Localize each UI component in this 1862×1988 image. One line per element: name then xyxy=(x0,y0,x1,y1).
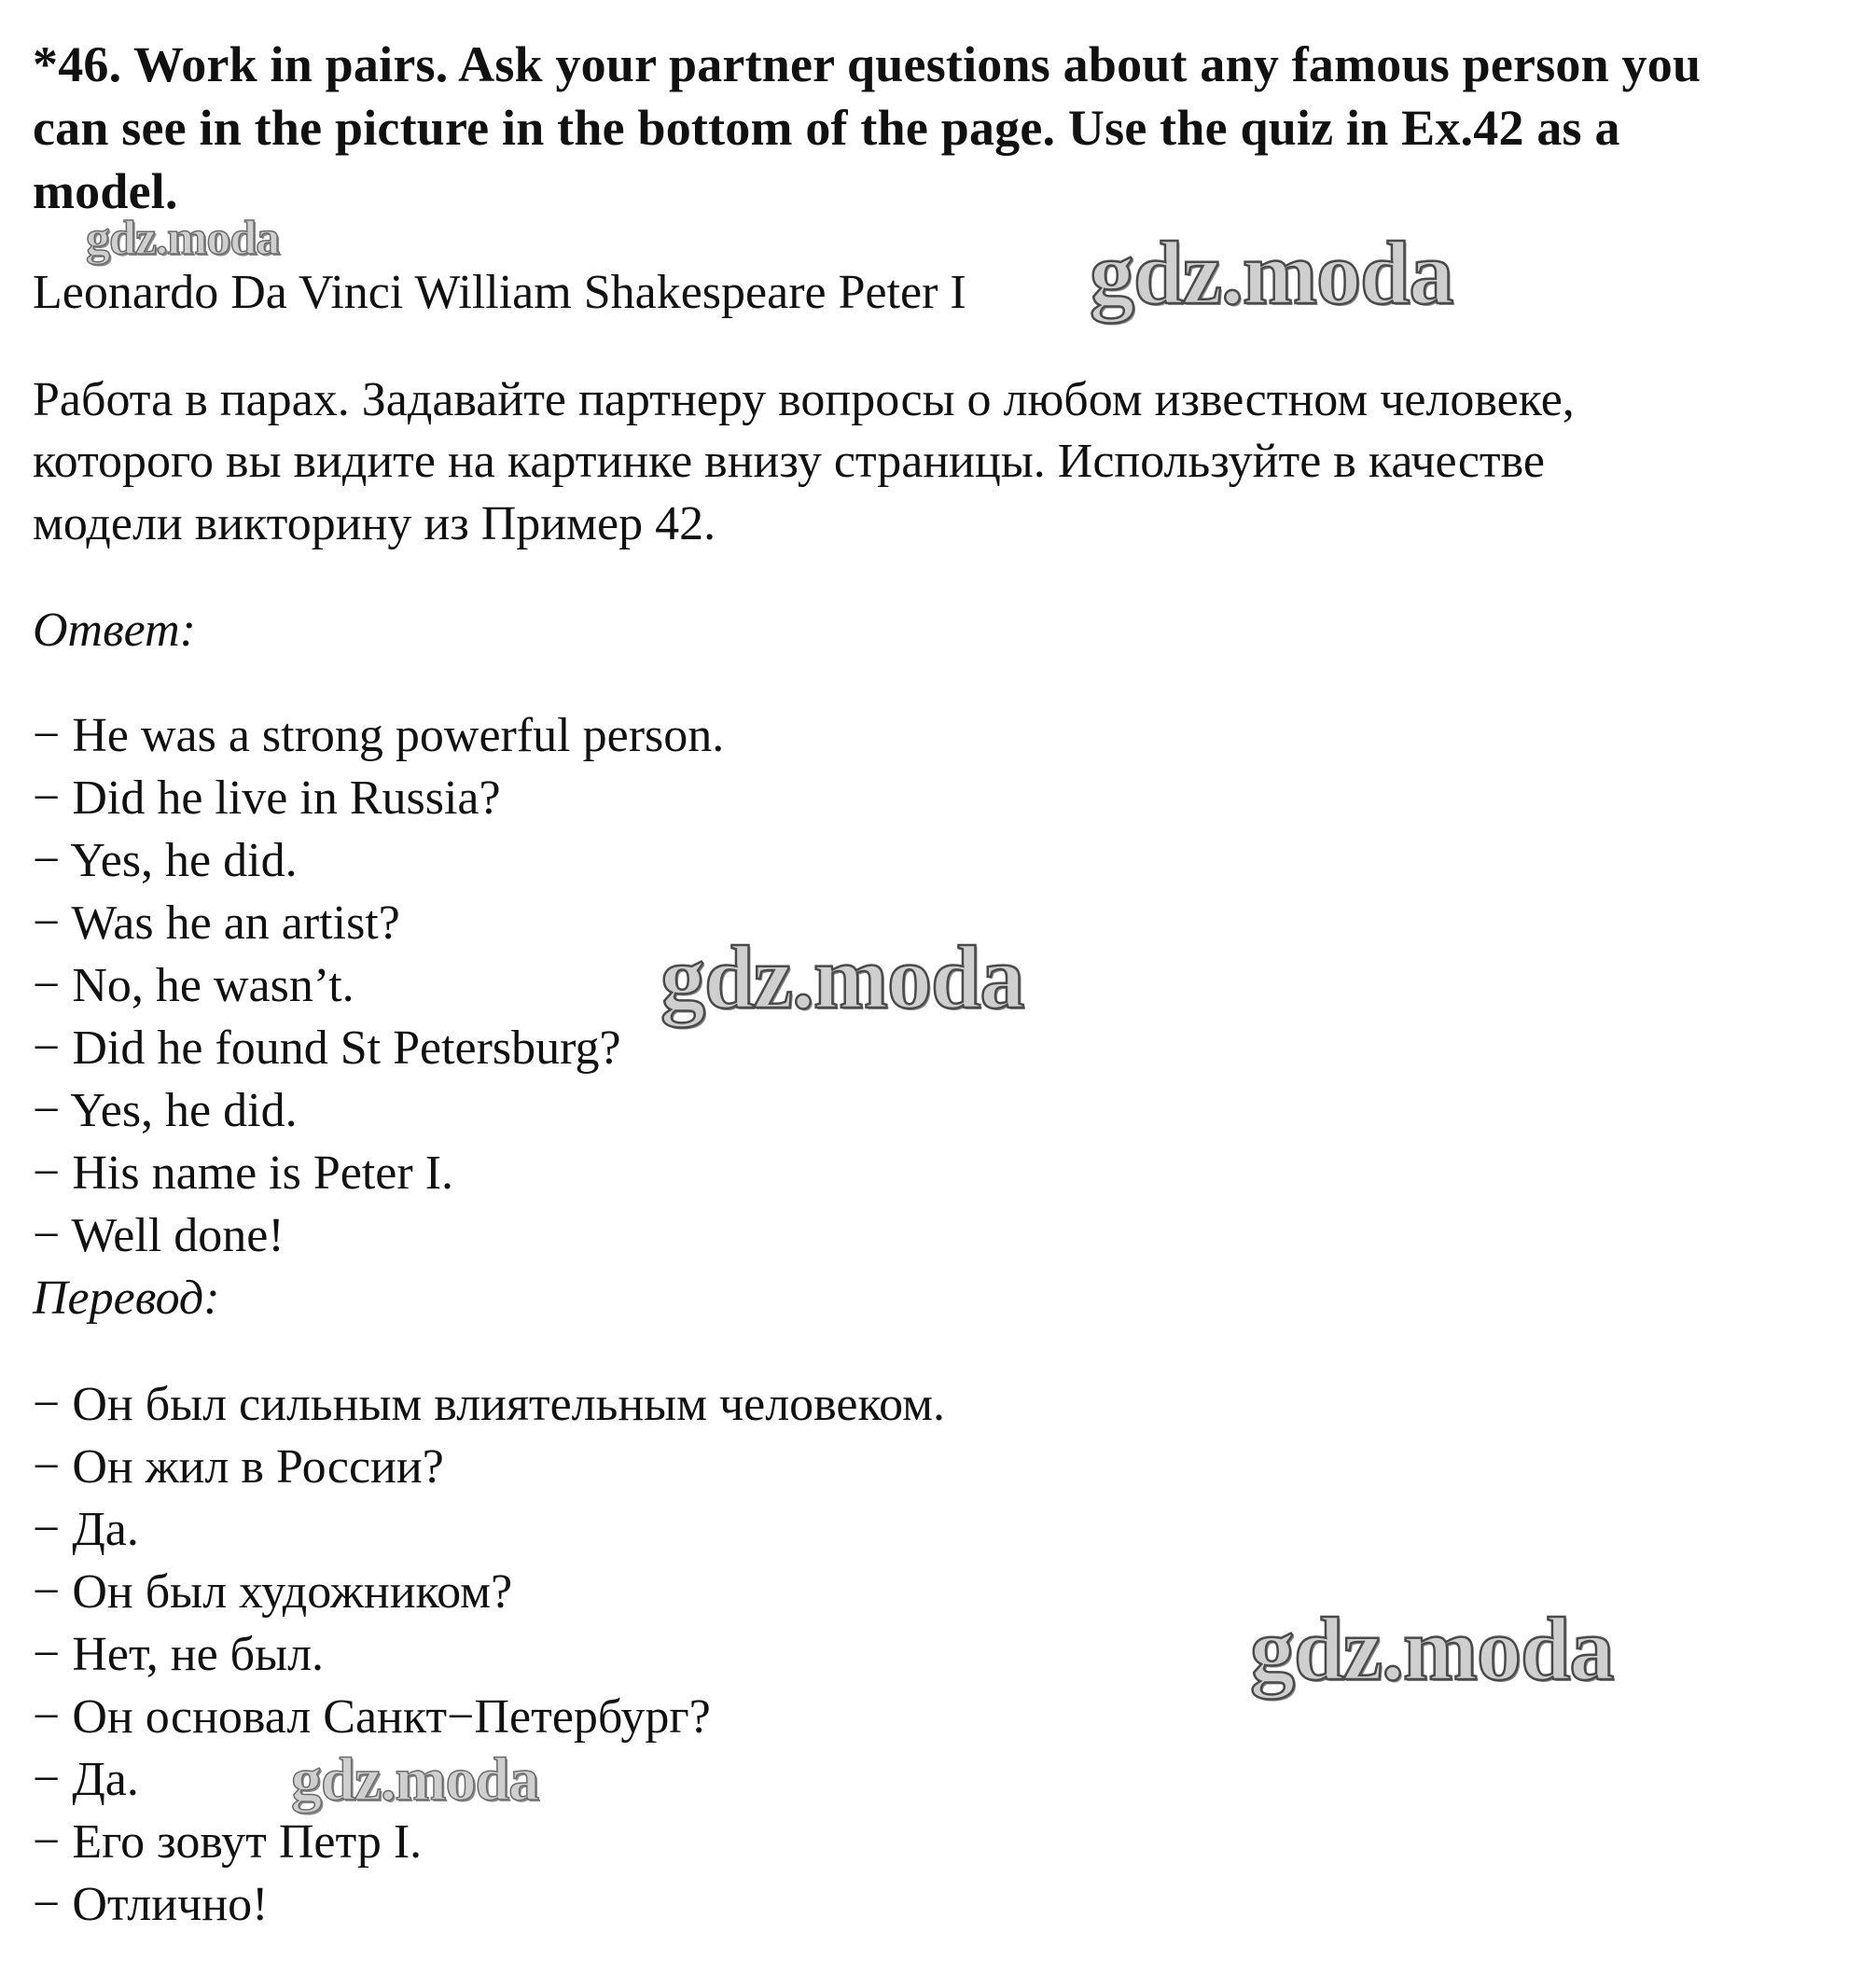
task-translation-line-1: Работа в парах. Задавайте партнеру вопросы о любом известном человеке, xyxy=(33,373,1575,426)
answer-heading: Ответ: xyxy=(33,604,196,657)
answer-line: − No, he wasn’t. xyxy=(33,959,354,1012)
translation-line: − Да. xyxy=(33,1503,139,1556)
watermark: gdz.moda xyxy=(86,212,280,265)
answer-line: − Did he found St Petersburg? xyxy=(33,1022,621,1075)
answer-line: − Well done! xyxy=(33,1209,285,1262)
watermark: gdz.moda xyxy=(291,1745,539,1814)
translation-line: − Да. xyxy=(33,1753,139,1806)
task-translation-line-3: модели викторину из Пример 42. xyxy=(33,497,716,550)
translation-line: − Его зовут Петр I. xyxy=(33,1815,423,1869)
translation-line: − Нет, не был. xyxy=(33,1628,325,1681)
answer-line: − Yes, he did. xyxy=(33,1084,298,1137)
watermark: gdz.moda xyxy=(1090,223,1453,323)
exercise-title-line-1: *46. Work in pairs. Ask your partner questions about any famous person you xyxy=(33,36,1702,92)
translation-line: − Он жил в России? xyxy=(33,1440,444,1494)
answer-line: − His name is Peter I. xyxy=(33,1147,454,1200)
answer-line: − Yes, he did. xyxy=(33,834,298,887)
famous-persons-line: Leonardo Da Vinci William Shakespeare Peter I xyxy=(33,266,966,319)
exercise-title-line-2: can see in the picture in the bottom of the page. Use the quiz in Ex.42 as a xyxy=(33,100,1620,156)
translation-line: − Он основал Санкт−Петербург? xyxy=(33,1690,711,1744)
answer-line: − Did he live in Russia? xyxy=(33,772,501,825)
exercise-title-line-3: model. xyxy=(33,163,178,219)
translation-heading: Перевод: xyxy=(33,1272,220,1325)
watermark: gdz.moda xyxy=(660,927,1024,1027)
task-translation-line-2: которого вы видите на картинке внизу страницы. Используйте в качестве xyxy=(33,435,1545,488)
translation-line: − Он был художником? xyxy=(33,1565,513,1619)
answer-line: − He was a strong powerful person. xyxy=(33,709,725,762)
watermark: gdz.moda xyxy=(1250,1599,1614,1699)
translation-line: − Он был сильным влиятельным человеком. xyxy=(33,1378,946,1431)
translation-line: − Отлично! xyxy=(33,1878,269,1931)
answer-line: − Was he an artist? xyxy=(33,897,400,950)
